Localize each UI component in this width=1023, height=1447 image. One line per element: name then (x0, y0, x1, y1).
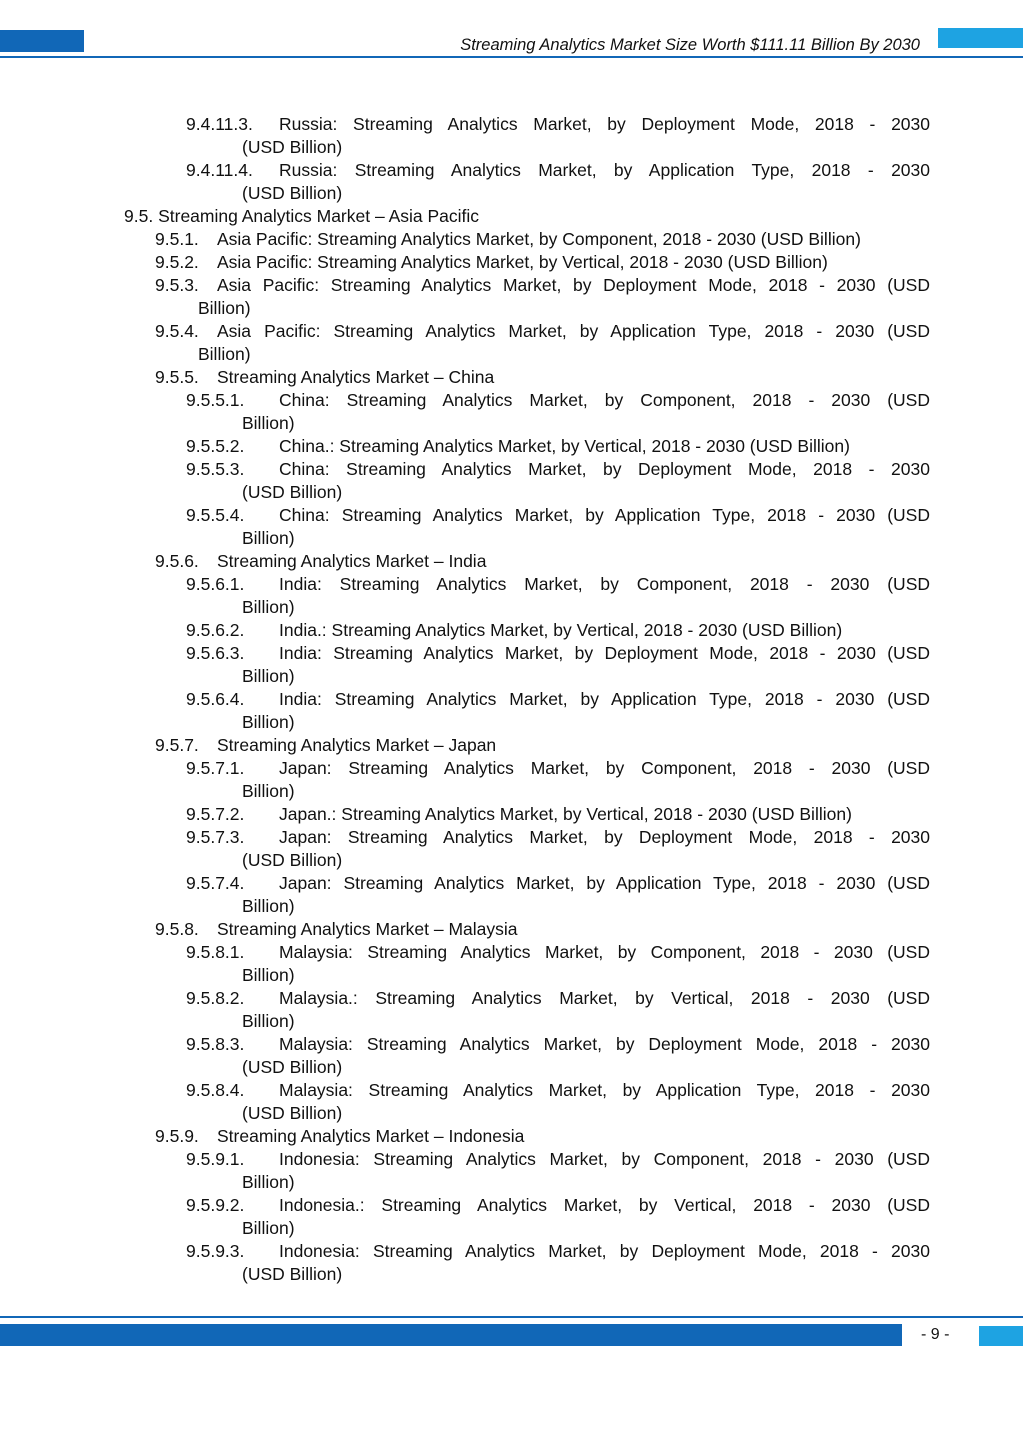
toc-entry (186, 688, 930, 711)
toc-entry (186, 1194, 930, 1217)
toc-entry-number: 9.5.4. (155, 321, 199, 341)
toc-entry-number: 9.5.5.2. (186, 436, 245, 456)
toc-entry-number: 9.5.8.3. (186, 1034, 245, 1054)
toc-entry-title: Japan.: Streaming Analytics Market, by Vertical, 2018 - 2030 (USD Billion) (279, 804, 852, 824)
footer-accent-block-right (979, 1326, 1023, 1346)
toc-entry-number: 9.5.5. (155, 367, 199, 387)
toc-entry (186, 504, 930, 527)
toc-entry-continuation: (USD Billion) (242, 1264, 343, 1284)
toc-entry-number: 9.5.5.3. (186, 459, 245, 479)
toc-entry-number: 9.5. (124, 206, 154, 226)
toc-entry-continuation: Billion) (198, 298, 251, 318)
toc-entry-continuation: (USD Billion) (242, 183, 343, 203)
toc-entry (186, 826, 930, 849)
toc-entry-title: India.: Streaming Analytics Market, by Vertical, 2018 - 2030 (USD Billion) (279, 620, 843, 640)
toc-entry-title: Malaysia: Streaming Analytics Market, by Component, 2018 - 2030 (USD (279, 942, 930, 962)
toc-entry (155, 228, 930, 251)
toc-entry-title: Streaming Analytics Market – Asia Pacific (158, 206, 480, 226)
toc-entry (155, 274, 930, 297)
toc-entry (186, 1148, 930, 1171)
toc-entry (186, 435, 930, 458)
toc-entry-continuation: Billion) (242, 1172, 295, 1192)
page-number: - 9 - (921, 1326, 950, 1343)
toc-entry (186, 1033, 930, 1056)
toc-entry-continuation: Billion) (198, 344, 251, 364)
toc-entry-number: 9.5.8.4. (186, 1080, 245, 1100)
toc-entry-number: 9.5.8.1. (186, 942, 245, 962)
toc-entry-title: Indonesia.: Streaming Analytics Market, by Vertical, 2018 - 2030 (USD (279, 1195, 930, 1215)
toc-entry (155, 251, 930, 274)
toc-entry (186, 803, 930, 826)
toc-entry-continuation: Billion) (242, 896, 295, 916)
toc-entry-number: 9.5.3. (155, 275, 199, 295)
toc-entry-continuation: (USD Billion) (242, 850, 343, 870)
toc-entry-title: China: Streaming Analytics Market, by Application Type, 2018 - 2030 (USD (279, 505, 930, 525)
toc-entry-number: 9.5.5.4. (186, 505, 245, 525)
toc-entry-continuation: (USD Billion) (242, 1103, 343, 1123)
toc-entry-number: 9.4.11.3. (186, 114, 253, 134)
toc-entry (124, 205, 930, 228)
toc-entry-continuation: (USD Billion) (242, 1057, 343, 1077)
toc-entry-number: 9.5.6. (155, 551, 199, 571)
toc-entry (155, 734, 930, 757)
toc-entry-number: 9.5.5.1. (186, 390, 245, 410)
toc-entry (186, 642, 930, 665)
toc-entry-number: 9.5.9. (155, 1126, 199, 1146)
toc-entry (186, 1240, 930, 1263)
toc-entry-title: China: Streaming Analytics Market, by Deployment Mode, 2018 - 2030 (279, 459, 930, 479)
toc-entry-title: Indonesia: Streaming Analytics Market, by Component, 2018 - 2030 (USD (279, 1149, 930, 1169)
toc-entry-title: Streaming Analytics Market – Malaysia (217, 919, 518, 939)
toc-entry-number: 9.5.9.2. (186, 1195, 245, 1215)
toc-entry-title: India: Streaming Analytics Market, by Deployment Mode, 2018 - 2030 (USD (279, 643, 930, 663)
toc-entry-title: China: Streaming Analytics Market, by Component, 2018 - 2030 (USD (279, 390, 930, 410)
toc-entry-title: Japan: Streaming Analytics Market, by Application Type, 2018 - 2030 (USD (279, 873, 930, 893)
toc-entry-number: 9.5.7.1. (186, 758, 245, 778)
toc-entry-continuation: Billion) (242, 597, 295, 617)
toc-entry-number: 9.5.2. (155, 252, 199, 272)
toc-entry-title: Indonesia: Streaming Analytics Market, by Deployment Mode, 2018 - 2030 (279, 1241, 930, 1261)
toc-entry (186, 619, 930, 642)
toc-entry-continuation: Billion) (242, 666, 295, 686)
toc-entry (186, 159, 930, 182)
toc-entry-number: 9.5.6.2. (186, 620, 245, 640)
toc-entry-continuation: (USD Billion) (242, 482, 343, 502)
toc-entry-number: 9.5.7.3. (186, 827, 245, 847)
header-rule (0, 56, 1023, 58)
toc-entry-continuation: Billion) (242, 413, 295, 433)
toc-entry-title: China.: Streaming Analytics Market, by Vertical, 2018 - 2030 (USD Billion) (279, 436, 850, 456)
header-accent-block-left (0, 30, 84, 52)
toc-entry (155, 550, 930, 573)
toc-entry-title: Streaming Analytics Market – China (217, 367, 495, 387)
toc-entry (186, 113, 930, 136)
toc-entry-continuation: Billion) (242, 781, 295, 801)
toc-entry (186, 573, 930, 596)
toc-entry-continuation: Billion) (242, 712, 295, 732)
toc-entry-number: 9.5.1. (155, 229, 199, 249)
toc-entry-number: 9.5.8.2. (186, 988, 245, 1008)
toc-entry-number: 9.5.6.4. (186, 689, 245, 709)
toc-entry-title: Japan: Streaming Analytics Market, by Component, 2018 - 2030 (USD (279, 758, 930, 778)
toc-entry-continuation: Billion) (242, 1011, 295, 1031)
toc-entry-number: 9.5.6.1. (186, 574, 245, 594)
toc-entry-number: 9.5.7.2. (186, 804, 245, 824)
toc-entry (186, 872, 930, 895)
footer-rule (0, 1316, 1023, 1318)
toc-entry-title: India: Streaming Analytics Market, by Component, 2018 - 2030 (USD (279, 574, 930, 594)
toc-entry-continuation: Billion) (242, 965, 295, 985)
toc-entry (186, 987, 930, 1010)
toc-entry-title: Streaming Analytics Market – Indonesia (217, 1126, 525, 1146)
footer-bar (0, 1324, 902, 1346)
toc-entry-number: 9.5.7.4. (186, 873, 245, 893)
header-title: Streaming Analytics Market Size Worth $111.11 Billion By 2030 (460, 36, 920, 54)
toc-entry-title: Malaysia: Streaming Analytics Market, by Deployment Mode, 2018 - 2030 (279, 1034, 930, 1054)
toc-entry (186, 458, 930, 481)
toc-entry-continuation: Billion) (242, 528, 295, 548)
toc-entry (186, 389, 930, 412)
toc-entry-title: Asia Pacific: Streaming Analytics Market, by Deployment Mode, 2018 - 2030 (USD (217, 275, 930, 295)
toc-entry-title: Asia Pacific: Streaming Analytics Market, by Vertical, 2018 - 2030 (USD Billion) (217, 252, 828, 272)
toc-entry-number: 9.5.9.1. (186, 1149, 245, 1169)
toc-entry-title: Streaming Analytics Market – India (217, 551, 487, 571)
toc-entry-title: India: Streaming Analytics Market, by Application Type, 2018 - 2030 (USD (279, 689, 930, 709)
toc-entry (155, 366, 930, 389)
header-accent-block-right (938, 28, 1023, 48)
toc-entry (155, 918, 930, 941)
toc-entry (155, 320, 930, 343)
toc-entry-title: Russia: Streaming Analytics Market, by Deployment Mode, 2018 - 2030 (279, 114, 930, 134)
toc-entry-title: Asia Pacific: Streaming Analytics Market, by Component, 2018 - 2030 (USD Billion) (217, 229, 861, 249)
toc-entry (186, 1079, 930, 1102)
toc-entry (186, 941, 930, 964)
toc-entry-number: 9.5.9.3. (186, 1241, 245, 1261)
toc-entry-title: Asia Pacific: Streaming Analytics Market, by Application Type, 2018 - 2030 (USD (217, 321, 930, 341)
toc-entry-number: 9.5.8. (155, 919, 199, 939)
toc-entry-title: Malaysia.: Streaming Analytics Market, by Vertical, 2018 - 2030 (USD (279, 988, 930, 1008)
toc-entry-title: Streaming Analytics Market – Japan (217, 735, 497, 755)
toc-entry-continuation: Billion) (242, 1218, 295, 1238)
toc-entry-continuation: (USD Billion) (242, 137, 343, 157)
toc-entry-number: 9.4.11.4. (186, 160, 253, 180)
toc-entry-number: 9.5.7. (155, 735, 199, 755)
toc-entry (155, 1125, 930, 1148)
toc-entry-title: Japan: Streaming Analytics Market, by Deployment Mode, 2018 - 2030 (279, 827, 930, 847)
toc-entry-title: Russia: Streaming Analytics Market, by Application Type, 2018 - 2030 (279, 160, 930, 180)
toc-entry-number: 9.5.6.3. (186, 643, 245, 663)
toc-entry (186, 757, 930, 780)
table-of-contents (0, 113, 1023, 1286)
toc-entry-title: Malaysia: Streaming Analytics Market, by Application Type, 2018 - 2030 (279, 1080, 930, 1100)
